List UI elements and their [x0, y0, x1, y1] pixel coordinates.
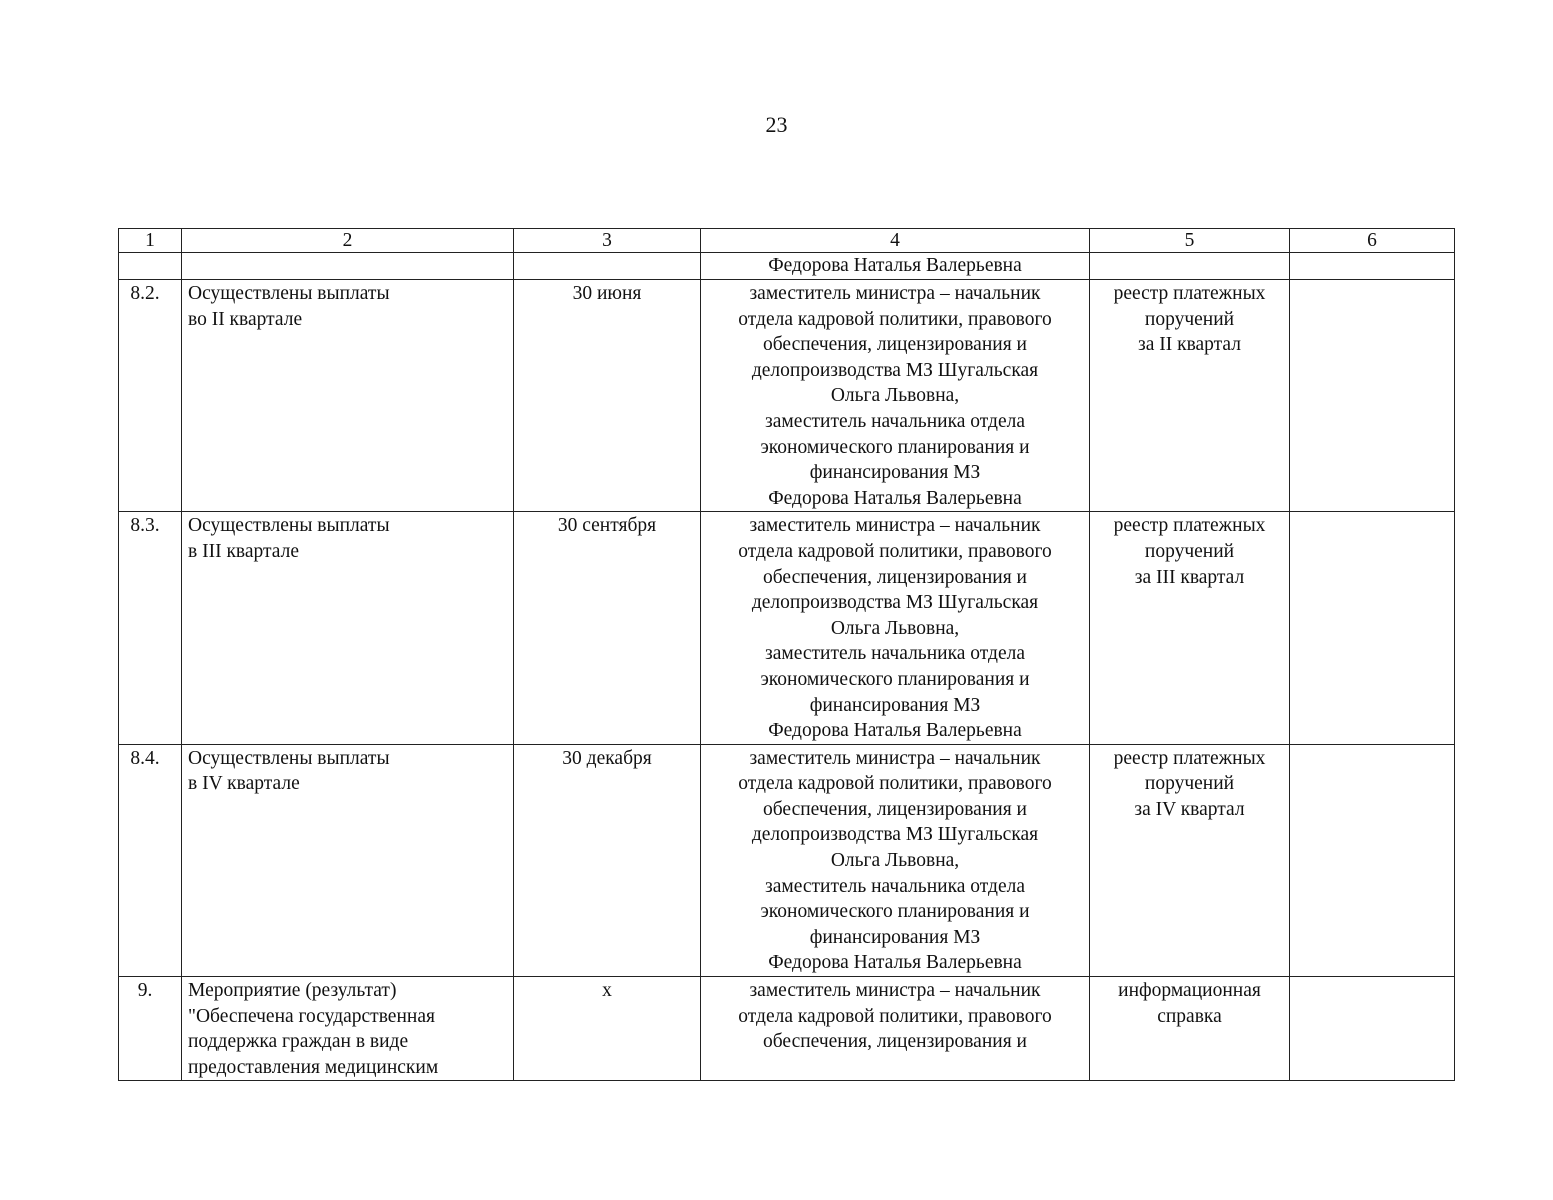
column-number-3: 3 — [514, 229, 701, 253]
event-cell — [182, 253, 514, 280]
item-number-cell: 8.3. — [119, 512, 182, 744]
event-cell: Осуществлены выплаты во II квартале — [182, 280, 514, 512]
table-row — [119, 744, 1455, 976]
responsible-cell: заместитель министра – начальник отдела кадровой политики, правового обеспечения, лицензирования и — [701, 977, 1090, 1081]
table-row — [119, 280, 1455, 512]
plan-table — [118, 228, 1455, 1081]
responsible-cell: заместитель министра – начальник отдела кадровой политики, правового обеспечения, лицензирования и делопроизводства МЗ Шугальская Ольга Львовна, заместитель начальника отдела экономического планирования и финансирования МЗ Федорова Наталья Валерьевна — [701, 744, 1090, 976]
responsible-cell: Федорова Наталья Валерьевна — [701, 253, 1090, 280]
column-number-1: 1 — [119, 229, 182, 253]
document-cell — [1090, 253, 1290, 280]
item-number-cell — [119, 253, 182, 280]
column-number-6: 6 — [1290, 229, 1455, 253]
item-number-cell: 8.4. — [119, 744, 182, 976]
document-cell: реестр платежных поручений за II квартал — [1090, 280, 1290, 512]
note-cell — [1290, 512, 1455, 744]
deadline-cell: 30 декабря — [514, 744, 701, 976]
responsible-cell: заместитель министра – начальник отдела кадровой политики, правового обеспечения, лицензирования и делопроизводства МЗ Шугальская Ольга Львовна, заместитель начальника отдела экономического планирования и финансирования МЗ Федорова Наталья Валерьевна — [701, 280, 1090, 512]
responsible-cell: заместитель министра – начальник отдела кадровой политики, правового обеспечения, лицензирования и делопроизводства МЗ Шугальская Ольга Львовна, заместитель начальника отдела экономического планирования и финансирования МЗ Федорова Наталья Валерьевна — [701, 512, 1090, 744]
table-row — [119, 512, 1455, 744]
deadline-cell: 30 сентября — [514, 512, 701, 744]
document-cell: реестр платежных поручений за IV квартал — [1090, 744, 1290, 976]
document-cell: информационная справка — [1090, 977, 1290, 1081]
column-number-4: 4 — [701, 229, 1090, 253]
item-number-cell: 8.2. — [119, 280, 182, 512]
note-cell — [1290, 744, 1455, 976]
column-number-2: 2 — [182, 229, 514, 253]
deadline-cell: х — [514, 977, 701, 1081]
table-row — [119, 977, 1455, 1081]
event-cell: Осуществлены выплаты в IV квартале — [182, 744, 514, 976]
column-number-header-row — [119, 229, 1455, 253]
item-number-cell: 9. — [119, 977, 182, 1081]
page-number: 23 — [765, 112, 788, 137]
continuation-row — [119, 253, 1455, 280]
document-cell: реестр платежных поручений за III квартал — [1090, 512, 1290, 744]
note-cell — [1290, 977, 1455, 1081]
deadline-cell — [514, 253, 701, 280]
column-number-5: 5 — [1090, 229, 1290, 253]
event-cell: Мероприятие (результат) "Обеспечена государственная поддержка граждан в виде предоставления медицинским — [182, 977, 514, 1081]
note-cell — [1290, 280, 1455, 512]
deadline-cell: 30 июня — [514, 280, 701, 512]
event-cell: Осуществлены выплаты в III квартале — [182, 512, 514, 744]
note-cell — [1290, 253, 1455, 280]
